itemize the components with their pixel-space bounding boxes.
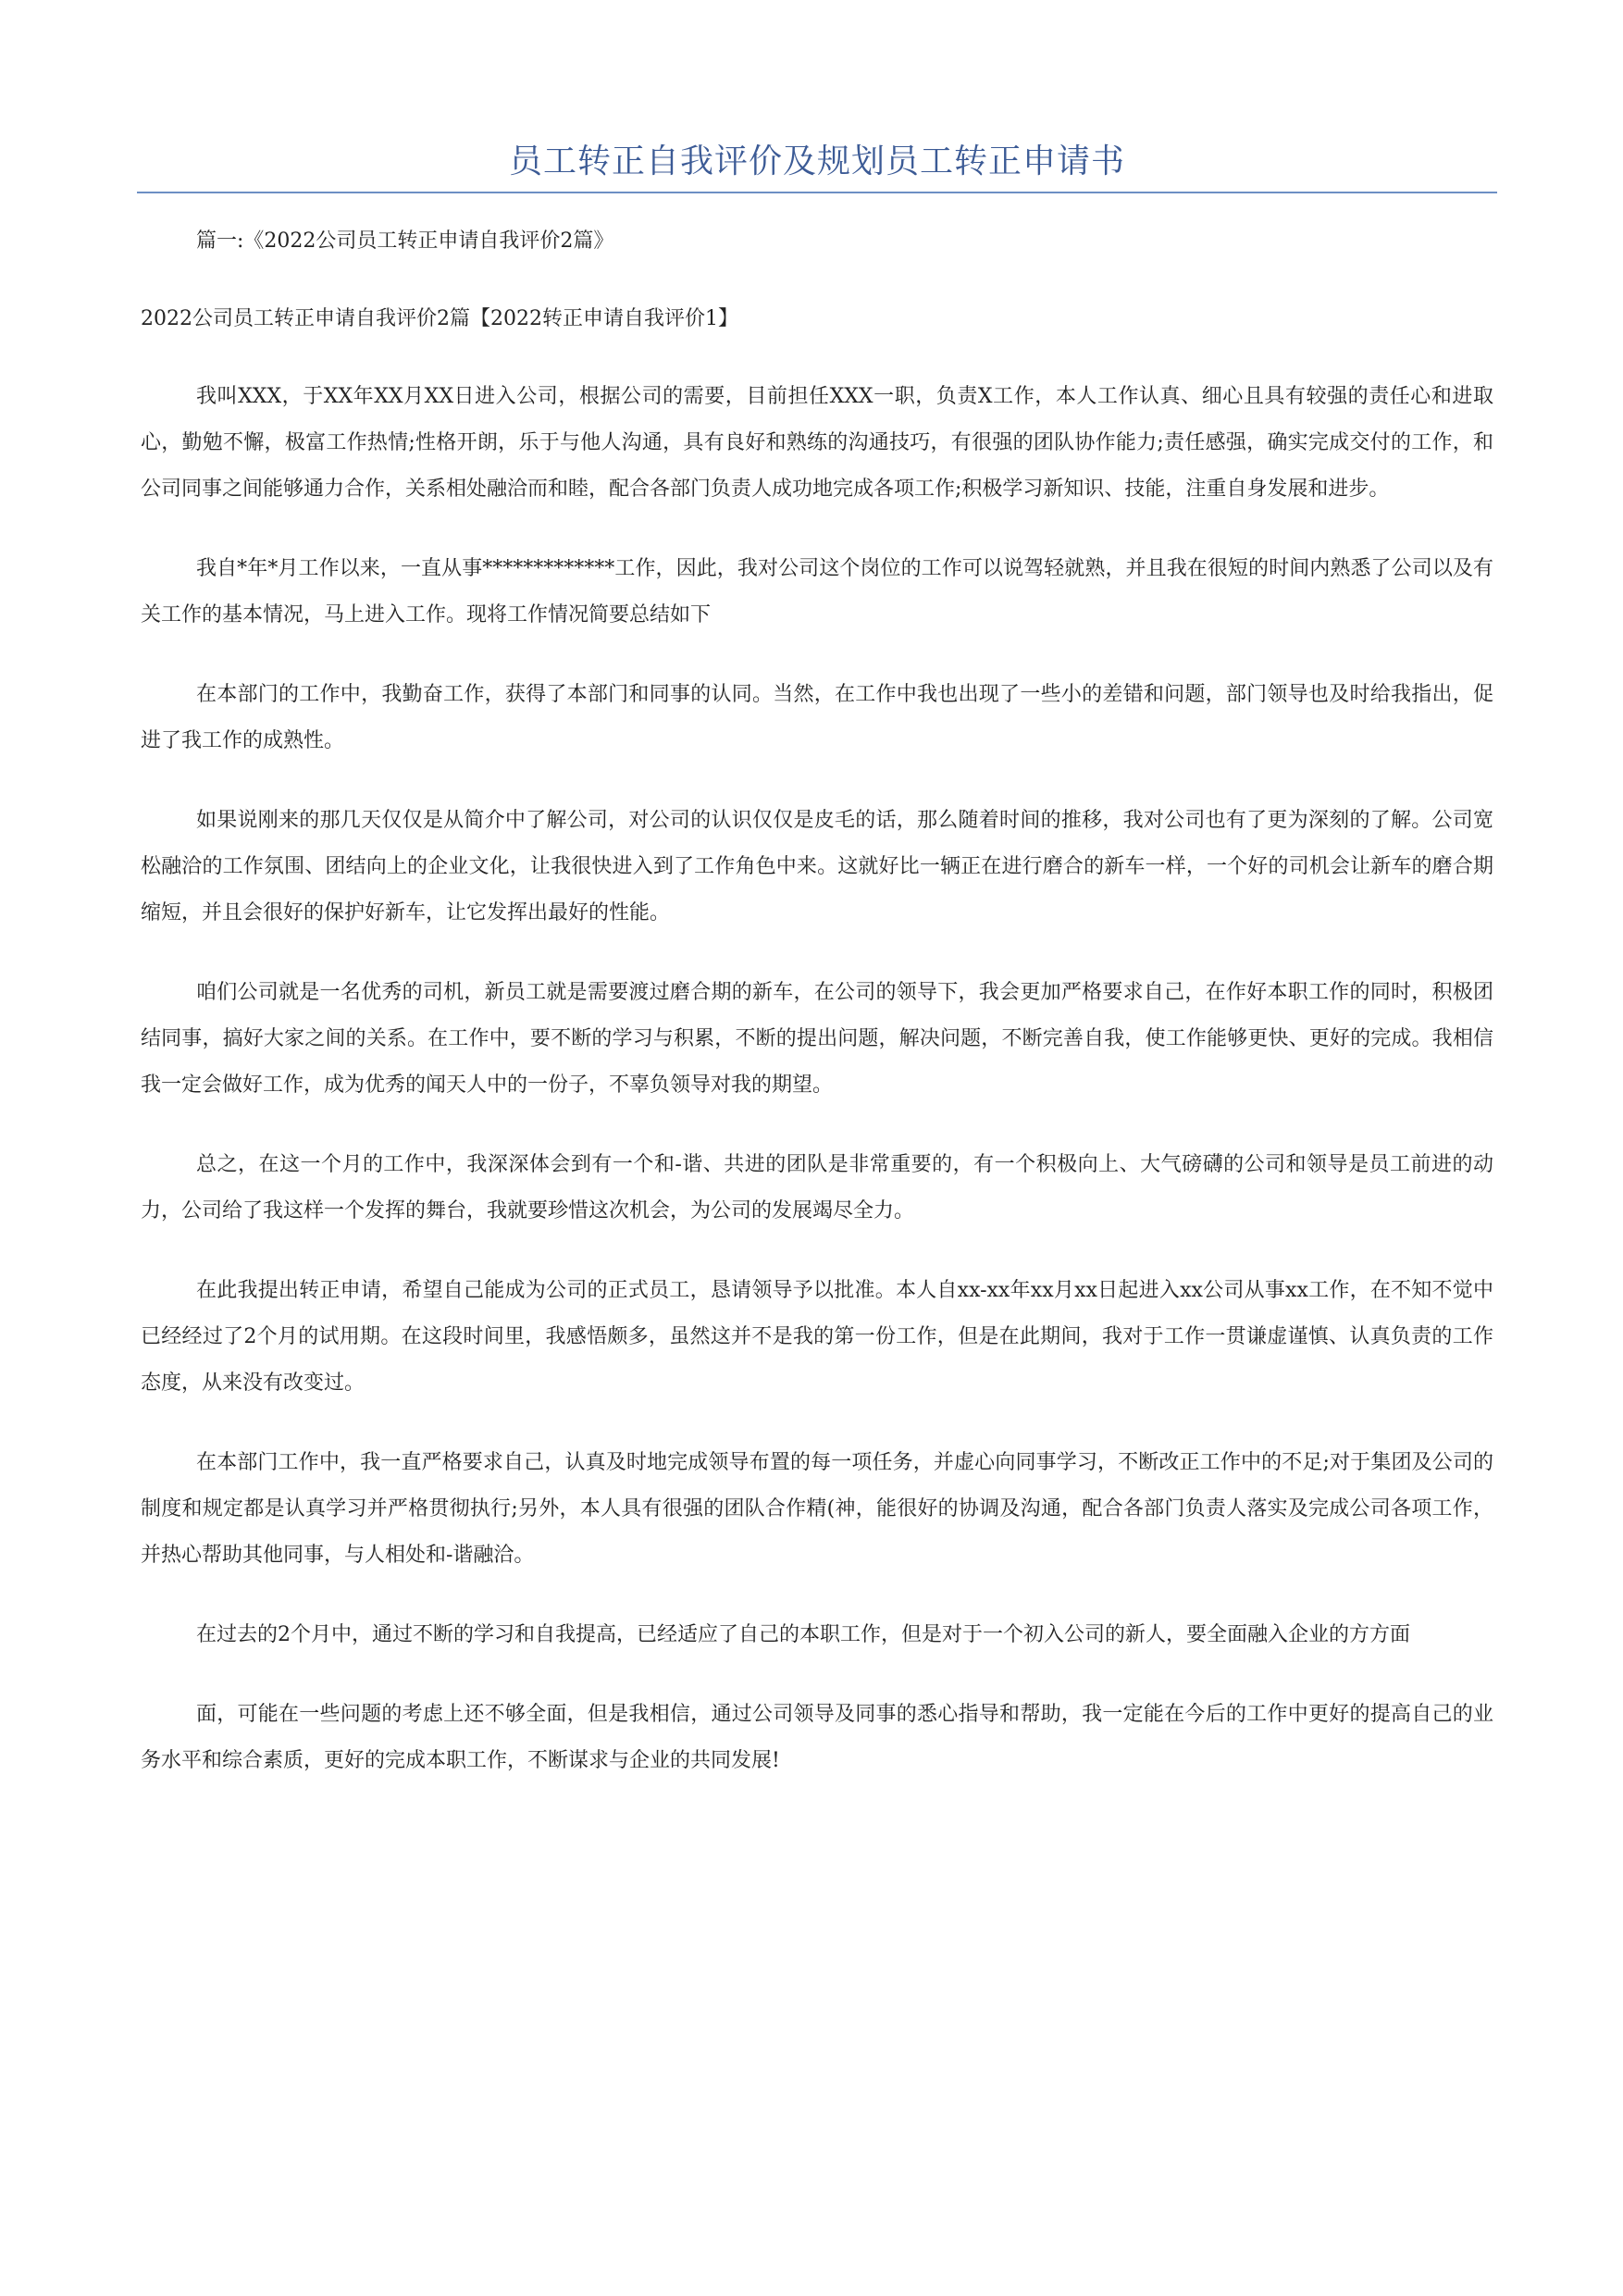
title-divider (137, 192, 1497, 193)
paragraph-1: 篇一:《2022公司员工转正申请自我评价2篇》 (196, 230, 614, 253)
paragraph-6: 如果说刚来的那几天仅仅是从简介中了解公司，对公司的认识仅仅是皮毛的话，那么随着时间的推移，我对公司也有了更为深刻的了解。公司宽松融洽的工作氛围、团结向上的企业文化，让我很快进入到了工作角色中来。这就好比一辆正在进行磨合的新车一样，一个好的司机会让新车的磨合期缩短，并且会很好的保护好新车，让它发挥出最好的性能。 (141, 809, 1493, 925)
document-title: 员工转正自我评价及规划员工转正申请书 (508, 143, 1125, 180)
paragraph-7: 咱们公司就是一名优秀的司机，新员工就是需要渡过磨合期的新车，在公司的领导下，我会更加严格要求自己，在作好本职工作的同时，积极团结同事，搞好大家之间的关系。在工作中，要不断的学习与积累，不断的提出问题，解决问题，不断完善自我，使工作能够更快、更好的完成。我相信我一定会做好工作，成为优秀的闻天人中的一份子，不辜负领导对我的期望。 (141, 981, 1493, 1097)
paragraph-3: 我叫XXX，于XX年XX月XX日进入公司，根据公司的需要，目前担任XXX一职，负责X工作，本人工作认真、细心且具有较强的责任心和进取心，勤勉不懈，极富工作热情;性格开朗，乐于与他人沟通，具有良好和熟练的沟通技巧，有很强的团队协作能力;责任感强，确实完成交付的工作，和公司同事之间能够通力合作，关系相处融洽而和睦，配合各部门负责人成功地完成各项工作;积极学习新知识、技能，注重自身发展和进步。 (141, 385, 1493, 501)
paragraph-11: 在过去的2个月中，通过不断的学习和自我提高，已经适应了自己的本职工作，但是对于一个初入公司的新人，要全面融入企业的方方面 (196, 1623, 1411, 1646)
document-body (141, 218, 1493, 1784)
paragraph-5: 在本部门的工作中，我勤奋工作，获得了本部门和同事的认同。当然，在工作中我也出现了一些小的差错和问题，部门领导也及时给我指出，促进了我工作的成熟性。 (141, 683, 1493, 752)
paragraph-2: 2022公司员工转正申请自我评价2篇【2022转正申请自我评价1】 (141, 307, 738, 330)
paragraph-8: 总之，在这一个月的工作中，我深深体会到有一个和-谐、共进的团队是非常重要的，有一个积极向上、大气磅礴的公司和领导是员工前进的动力，公司给了我这样一个发挥的舞台，我就要珍惜这次机会，为公司的发展竭尽全力。 (141, 1153, 1493, 1222)
paragraph-4: 我自*年*月工作以来，一直从事*************工作，因此，我对公司这个岗位的工作可以说驾轻就熟，并且我在很短的时间内熟悉了公司以及有关工作的基本情况，马上进入工作。现将工作情况简要总结如下 (141, 557, 1493, 627)
paragraph-9: 在此我提出转正申请，希望自己能成为公司的正式员工，恳请领导予以批准。本人自xx-xx年xx月xx日起进入xx公司从事xx工作，在不知不觉中已经经过了2个月的试用期。在这段时间里，我感悟颇多，虽然这并不是我的第一份工作，但是在此期间，我对于工作一贯谦虚谨慎、认真负责的工作态度，从来没有改变过。 (141, 1279, 1493, 1395)
paragraph-10: 在本部门工作中，我一直严格要求自己，认真及时地完成领导布置的每一项任务，并虚心向同事学习，不断改正工作中的不足;对于集团及公司的制度和规定都是认真学习并严格贯彻执行;另外，本人具有很强的团队合作精(神，能很好的协调及沟通，配合各部门负责人落实及完成公司各项工作，并热心帮助其他同事，与人相处和-谐融洽。 (141, 1451, 1493, 1567)
paragraph-12: 面，可能在一些问题的考虑上还不够全面，但是我相信，通过公司领导及同事的悉心指导和帮助，我一定能在今后的工作中更好的提高自己的业务水平和综合素质，更好的完成本职工作，不断谋求与企业的共同发展! (141, 1703, 1493, 1772)
